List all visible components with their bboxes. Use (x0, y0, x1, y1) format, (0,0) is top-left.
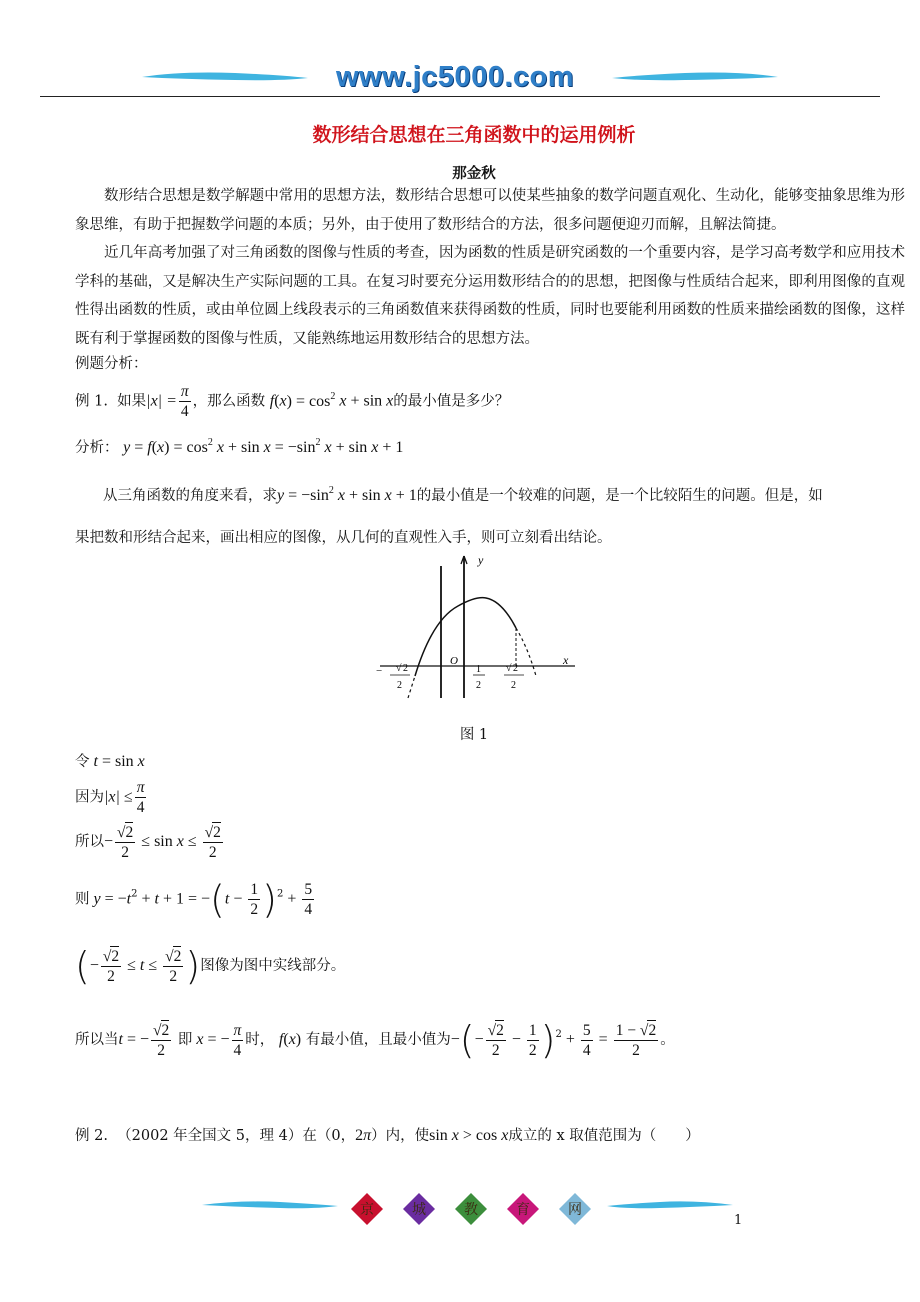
example-2-label: 例 2. (75, 1128, 108, 1144)
tick-sqrt2-over-2 (504, 663, 524, 691)
article-title: 数形结合思想在三角函数中的运用例析 (312, 124, 636, 146)
x-axis-label: x (563, 653, 569, 667)
badge-jing: 京 (350, 1192, 384, 1226)
left-swoosh (140, 69, 310, 85)
figure-1-caption: 图 1 (459, 727, 489, 743)
badge-wang: 网 (558, 1192, 592, 1226)
page-number: 1 (734, 1213, 743, 1228)
step-then: 则 $y = -t^2 + t + 1 = -(t$ − $\frac{1}{2}$ )$^2$ + $\frac{5}{4}$ (75, 877, 313, 922)
footer-left-swoosh (200, 1198, 340, 1212)
step-let-t: 令 t = sin x (75, 753, 145, 770)
svg-text:√: √ (506, 663, 512, 674)
svg-text:−: − (376, 665, 383, 677)
svg-text:2: 2 (476, 680, 481, 691)
svg-text:2: 2 (511, 680, 516, 691)
context-paragraph: 近几年高考加强了对三角函数的图像与性质的考查，因为函数的性质是研究函数的一个重要内容，是学习高考数学和应用技术学科的基础，又是解决生产实际问题的工具。在复习时要充分运用数形结合的的思想，把图像与性质结合起来，即利用图像的直观性得出函数的性质，或由单位圆上线段表示的三角函数值来获得函数的性质，同时也要能利用函数的性质来描绘函数的图像，这样既有利于掌握函数的图像与性质，又能熟练地运用数形结合的思想方法。 (75, 245, 905, 347)
badge-cheng: 城 (402, 1192, 436, 1226)
figure-1-graph (370, 548, 590, 708)
site-url[interactable]: www.jc5000.com (335, 61, 575, 93)
svg-text:2: 2 (403, 663, 408, 674)
tick-one-half (473, 664, 485, 691)
example-1-question: 例 1. 如果|x| = $\frac{\pi}{4}$ ，那么函数 $f(x) = \cos^2 x + \sin x$的最小值是多少？ (75, 383, 510, 420)
footer-badges (350, 1192, 600, 1232)
svg-text:√: √ (396, 663, 402, 674)
intro-paragraph: 数形结合思想是数学解题中常用的思想方法，数形结合思想可以使某些抽象的数学问题直观化、生动化，能够变抽象思维为形象思维，有助于把握数学问题的本质；另外，由于使用了数形结合的方法，很多问题便迎刃而解，且解法简捷。 (75, 188, 905, 233)
example-1-discussion-line1: 从三角函数的角度来看，求$y = -\sin^2$ x + sin x + 1的最小值是一个较难的问题，是一个比较陌生的问题。但是，如 (103, 485, 823, 504)
solid-curve (415, 598, 516, 676)
step-therefore: 所以− $\frac{√2}{2}$ ≤ sin x ≤ $\frac{√2}{2}$ (75, 824, 221, 861)
example-1-label: 例 1. (75, 393, 108, 410)
step-conclusion: 所以当t = − $\frac{√2}{2}$ 即 x = − $\frac{\pi}{4}$ 时， f(x) 有最小值，且最小值为−(− $\frac{√2}{2}$ − $\frac{1}{2}$ )$^2$ + $\frac{5}{4}$ = $\frac{1 - √2}{2}$ 。 (75, 1018, 675, 1062)
example-2: 例 2. （2002 年全国文 5，理 4）在（0，2π）内，使sin x > cos x成立的 x 取值范围为（ ） (75, 1127, 700, 1144)
footer-right-swoosh (605, 1198, 735, 1212)
section-label: 例题分析： (75, 356, 148, 372)
example-1-discussion-line2: 果把数和形结合起来，画出相应的图像，从几何的直观性入手，则可立刻看出结论。 (75, 530, 612, 546)
badge-jiao: 教 (454, 1192, 488, 1226)
example-1-analysis: 分析： $y = f(x) = \cos^2 x + \sin x = -\sin^2$ x + sin x + 1 (75, 437, 404, 456)
svg-text:2: 2 (513, 663, 518, 674)
article-author: 那金秋 (452, 166, 496, 182)
dashed-left-branch (408, 676, 415, 698)
dashed-right-branch (516, 628, 536, 676)
svg-text:1: 1 (476, 664, 481, 675)
origin-label: O (450, 655, 458, 667)
right-swoosh (610, 69, 780, 85)
header-rule (40, 96, 880, 97)
badge-yu: 育 (506, 1192, 540, 1226)
tick-neg-sqrt2-over-2 (376, 663, 410, 691)
y-axis-label: y (478, 553, 484, 567)
step-range: (− $\frac{√2}{2}$ ≤ t ≤ $\frac{√2}{2}$ )图像为图中实线部分。 (75, 944, 346, 988)
svg-text:2: 2 (397, 680, 402, 691)
step-because: 因为|x| ≤ $\frac{\pi}{4}$ (75, 779, 145, 816)
